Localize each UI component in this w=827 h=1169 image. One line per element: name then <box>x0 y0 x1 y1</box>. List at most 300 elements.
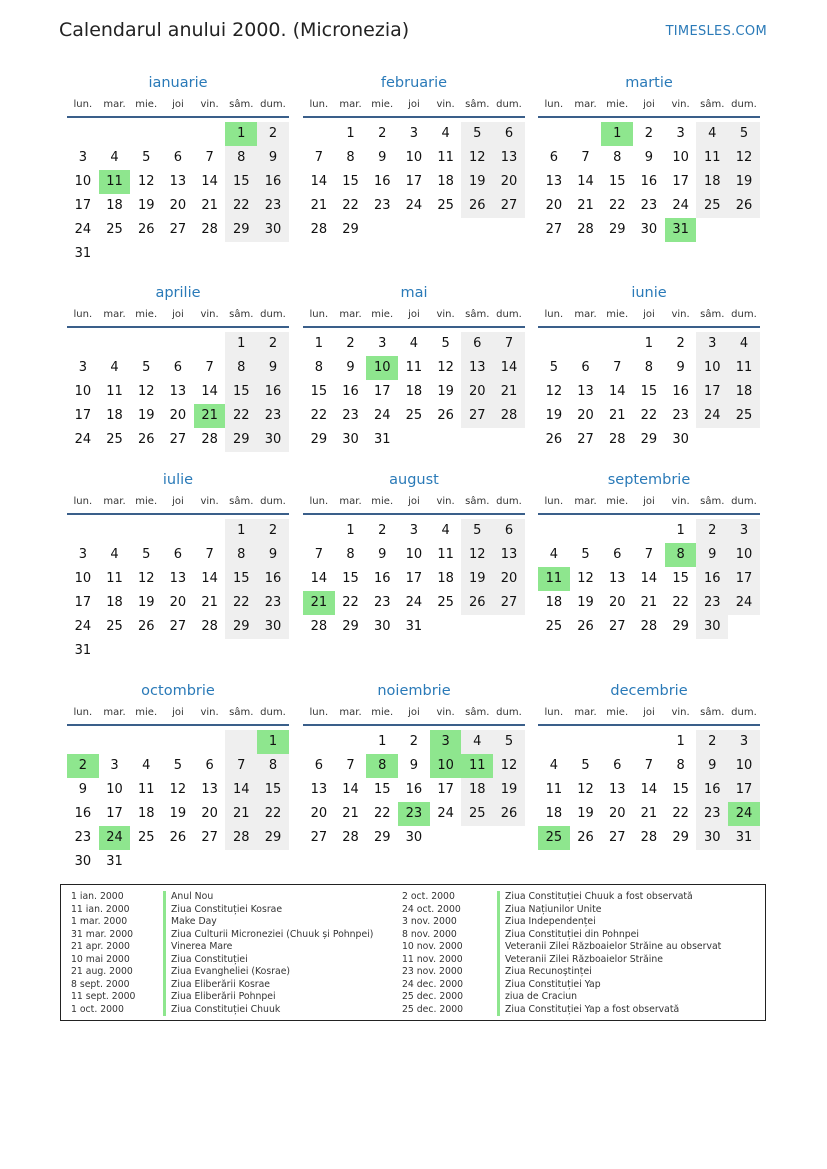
day-cell: 12 <box>545 384 563 399</box>
weekday-header <box>303 495 525 515</box>
weekday-label: joi <box>408 496 420 507</box>
empty-cell <box>225 850 257 874</box>
day-cell: 24 <box>99 826 131 850</box>
empty-cell <box>67 519 99 543</box>
month-ianuarie <box>67 73 289 266</box>
empty-cell <box>130 122 162 146</box>
day-cell: 3 <box>409 126 419 141</box>
weekday-label: lun. <box>544 496 564 507</box>
empty-cell <box>225 730 257 754</box>
day-cell: 26 <box>461 194 493 218</box>
weekday-label: mie. <box>606 99 629 110</box>
day-cell: 21 <box>640 806 658 821</box>
day-cell: 3 <box>409 523 419 538</box>
holiday-list <box>60 884 766 1021</box>
holiday-date: 24 dec. 2000 <box>402 978 464 990</box>
day-cell: 22 <box>672 806 689 821</box>
weekday-header <box>303 706 525 726</box>
day-cell: 31 <box>373 432 391 447</box>
empty-cell <box>194 850 226 874</box>
day-cell: 12 <box>461 146 493 170</box>
empty-cell <box>99 242 131 266</box>
day-cell: 8 <box>225 356 257 380</box>
weekday-label: vin. <box>436 496 455 507</box>
day-cell: 15 <box>373 782 391 797</box>
weekday-label: mie. <box>371 496 394 507</box>
empty-cell <box>99 122 131 146</box>
month-name: martie <box>625 75 673 91</box>
holiday-row <box>71 1004 373 1017</box>
day-cell: 27 <box>169 619 187 634</box>
month-name: august <box>389 472 439 488</box>
day-cell: 28 <box>640 830 658 845</box>
day-cell: 17 <box>437 782 454 797</box>
day-cell: 10 <box>405 150 423 165</box>
holiday-row <box>402 954 721 967</box>
weekday-label: mar. <box>103 309 126 320</box>
day-cell: 21 <box>201 595 218 610</box>
weekday-label: lun. <box>544 707 564 718</box>
day-cell: 25 <box>728 404 760 428</box>
page-title: Calendarul anului 2000. (Micronezia) <box>59 19 410 41</box>
day-cell: 9 <box>257 543 289 567</box>
day-cell: 24 <box>696 404 728 428</box>
empty-cell <box>601 730 633 754</box>
day-cell: 14 <box>493 356 525 380</box>
weekday-label: mar. <box>574 707 597 718</box>
empty-cell <box>696 428 728 452</box>
holiday-row <box>71 979 373 992</box>
day-cell: 22 <box>672 595 689 610</box>
weekday-label: mie. <box>135 309 158 320</box>
empty-cell <box>696 218 728 242</box>
day-cell: 12 <box>169 782 187 797</box>
weekday-label: mar. <box>103 99 126 110</box>
day-cell: 30 <box>640 222 658 237</box>
day-cell: 23 <box>257 591 289 615</box>
day-cell: 18 <box>437 174 454 189</box>
day-cell: 3 <box>430 730 462 754</box>
empty-cell <box>570 730 602 754</box>
day-cell: 25 <box>106 619 123 634</box>
day-cell: 7 <box>205 150 214 165</box>
day-cell: 25 <box>405 408 423 423</box>
empty-cell <box>601 519 633 543</box>
holiday-date: 21 aug. 2000 <box>71 966 133 977</box>
day-cell: 26 <box>437 408 454 423</box>
brand-link[interactable]: TIMESLES.COM <box>665 24 767 39</box>
weekday-header <box>538 706 760 726</box>
holiday-name: Make Day <box>163 916 217 929</box>
holiday-name: Ziua Independenței <box>497 916 596 929</box>
day-cell: 19 <box>461 170 493 194</box>
day-cell: 31 <box>728 826 760 850</box>
weekday-label: joi <box>408 309 420 320</box>
weekday-label: mar. <box>574 309 597 320</box>
day-cell: 30 <box>672 432 689 447</box>
day-cell: 18 <box>728 380 760 404</box>
holiday-date: 8 nov. 2000 <box>402 928 457 940</box>
day-cell: 2 <box>676 336 685 351</box>
day-cell: 2 <box>257 332 289 356</box>
holiday-name: Anul Nou <box>163 891 213 904</box>
day-cell: 3 <box>728 519 760 543</box>
weekday-label: lun. <box>73 99 93 110</box>
day-cell: 24 <box>405 595 423 610</box>
day-cell: 2 <box>409 734 419 749</box>
month-mai <box>303 283 525 452</box>
empty-cell <box>366 218 398 242</box>
holiday-name: Ziua Constituției Yap a fost observată <box>497 1004 679 1017</box>
day-cell: 8 <box>346 150 355 165</box>
day-cell: 25 <box>696 194 728 218</box>
weekday-label: dum. <box>731 496 757 507</box>
day-cell: 21 <box>310 198 328 213</box>
month-name: februarie <box>380 75 448 91</box>
day-cell: 5 <box>728 122 760 146</box>
day-cell: 6 <box>173 150 183 165</box>
holiday-date: 11 ian. 2000 <box>71 903 130 915</box>
weekday-header <box>303 98 525 118</box>
holiday-date: 11 sept. 2000 <box>71 991 136 1002</box>
day-cell: 13 <box>201 782 218 797</box>
day-cell: 17 <box>405 571 423 586</box>
holiday-date: 25 dec. 2000 <box>402 1003 464 1015</box>
empty-cell <box>570 332 602 356</box>
day-cell: 13 <box>493 146 525 170</box>
holiday-row <box>71 954 373 967</box>
day-cell: 7 <box>314 547 323 562</box>
empty-cell <box>162 850 194 874</box>
day-cell: 21 <box>608 408 626 423</box>
empty-cell <box>398 218 430 242</box>
day-cell: 8 <box>257 754 289 778</box>
day-cell: 2 <box>257 122 289 146</box>
day-cell: 26 <box>577 830 594 845</box>
day-cell: 6 <box>493 122 525 146</box>
day-grid <box>67 122 289 266</box>
day-cell: 1 <box>644 336 654 351</box>
weekday-label: vin. <box>200 707 219 718</box>
empty-cell <box>99 519 131 543</box>
day-cell: 28 <box>310 222 328 237</box>
day-cell: 13 <box>169 174 187 189</box>
weekday-label: joi <box>172 707 184 718</box>
day-cell: 31 <box>74 246 92 261</box>
empty-cell <box>162 519 194 543</box>
holiday-row <box>71 991 373 1004</box>
day-cell: 14 <box>201 174 218 189</box>
day-cell: 9 <box>409 758 419 773</box>
day-cell: 29 <box>225 218 257 242</box>
holiday-date: 25 dec. 2000 <box>402 991 464 1002</box>
day-cell: 1 <box>346 126 355 141</box>
day-cell: 7 <box>205 360 214 375</box>
weekday-label: dum. <box>731 309 757 320</box>
day-cell: 22 <box>373 806 391 821</box>
month-name: mai <box>400 285 428 301</box>
day-cell: 13 <box>577 384 594 399</box>
empty-cell <box>257 850 289 874</box>
day-cell: 4 <box>728 332 760 356</box>
weekday-label: mar. <box>103 707 126 718</box>
weekday-label: joi <box>643 309 655 320</box>
day-cell: 29 <box>342 619 359 634</box>
day-cell: 9 <box>378 150 387 165</box>
day-cell: 30 <box>74 854 92 869</box>
month-name: ianuarie <box>148 75 208 91</box>
empty-cell <box>430 615 462 639</box>
day-cell: 18 <box>405 384 423 399</box>
day-cell: 31 <box>74 643 92 658</box>
day-cell: 5 <box>581 758 590 773</box>
day-cell: 30 <box>405 830 423 845</box>
day-cell: 2 <box>696 730 728 754</box>
weekday-label: mar. <box>574 496 597 507</box>
weekday-label: sâm. <box>700 99 725 110</box>
day-cell: 9 <box>676 360 685 375</box>
day-cell: 6 <box>613 758 622 773</box>
day-cell: 3 <box>78 150 87 165</box>
day-cell: 7 <box>644 547 654 562</box>
holiday-date: 24 oct. 2000 <box>402 903 461 915</box>
empty-cell <box>461 615 493 639</box>
day-cell: 12 <box>577 571 594 586</box>
day-cell: 26 <box>461 591 493 615</box>
day-cell: 15 <box>225 170 257 194</box>
day-cell: 20 <box>493 567 525 591</box>
day-cell: 1 <box>225 122 257 146</box>
empty-cell <box>538 122 570 146</box>
day-cell: 10 <box>106 782 123 797</box>
empty-cell <box>162 332 194 356</box>
day-cell: 10 <box>728 543 760 567</box>
holiday-name: ziua de Craciun <box>497 991 577 1004</box>
holiday-column-left <box>71 891 373 1016</box>
day-cell: 11 <box>437 150 454 165</box>
day-cell: 20 <box>577 408 594 423</box>
weekday-label: sâm. <box>229 309 254 320</box>
day-cell: 18 <box>437 571 454 586</box>
holiday-name: Ziua Constituției <box>163 954 248 967</box>
day-cell: 29 <box>310 432 328 447</box>
day-cell: 5 <box>142 360 151 375</box>
day-cell: 16 <box>74 806 92 821</box>
day-cell: 17 <box>74 408 92 423</box>
holiday-name: Veteranii Zilei Războaielor Străine au observat <box>497 941 721 954</box>
day-cell: 11 <box>538 567 570 591</box>
day-cell: 2 <box>644 126 654 141</box>
day-grid <box>303 332 525 452</box>
day-cell: 6 <box>314 758 323 773</box>
empty-cell <box>570 519 602 543</box>
day-cell: 30 <box>696 615 728 639</box>
day-cell: 21 <box>303 591 335 615</box>
day-cell: 6 <box>581 360 590 375</box>
day-cell: 9 <box>257 356 289 380</box>
day-cell: 24 <box>728 591 760 615</box>
holiday-row <box>71 891 373 904</box>
day-cell: 6 <box>461 332 493 356</box>
day-cell: 1 <box>314 336 323 351</box>
empty-cell <box>493 826 525 850</box>
day-cell: 26 <box>137 619 155 634</box>
empty-cell <box>303 122 335 146</box>
day-cell: 30 <box>257 218 289 242</box>
day-cell: 27 <box>577 432 594 447</box>
day-cell: 21 <box>640 595 658 610</box>
weekday-label: dum. <box>496 309 522 320</box>
month-name: septembrie <box>607 472 691 488</box>
holiday-row <box>71 916 373 929</box>
day-cell: 14 <box>310 174 328 189</box>
day-cell: 16 <box>257 380 289 404</box>
day-cell: 17 <box>373 384 391 399</box>
day-cell: 26 <box>137 432 155 447</box>
day-cell: 9 <box>644 150 654 165</box>
day-cell: 18 <box>106 198 123 213</box>
day-cell: 5 <box>549 360 558 375</box>
holiday-row <box>402 891 721 904</box>
day-cell: 13 <box>169 384 187 399</box>
day-cell: 28 <box>201 222 218 237</box>
weekday-label: mie. <box>606 496 629 507</box>
holiday-name: Ziua Constituției Chuuk a fost observată <box>497 891 693 904</box>
holiday-date: 10 mai 2000 <box>71 953 130 965</box>
empty-cell <box>538 519 570 543</box>
day-cell: 20 <box>310 806 328 821</box>
day-cell: 16 <box>342 384 359 399</box>
day-cell: 26 <box>169 830 187 845</box>
day-cell: 15 <box>225 567 257 591</box>
day-cell: 13 <box>493 543 525 567</box>
day-cell: 11 <box>137 782 155 797</box>
empty-cell <box>162 242 194 266</box>
weekday-label: dum. <box>260 496 286 507</box>
day-cell: 31 <box>665 218 697 242</box>
day-cell: 8 <box>613 150 622 165</box>
day-grid <box>538 519 760 639</box>
empty-cell <box>633 519 665 543</box>
day-cell: 14 <box>577 174 594 189</box>
day-cell: 4 <box>549 547 558 562</box>
weekday-label: vin. <box>671 99 690 110</box>
day-cell: 4 <box>696 122 728 146</box>
day-cell: 7 <box>225 754 257 778</box>
day-cell: 22 <box>225 591 257 615</box>
day-cell: 23 <box>257 194 289 218</box>
empty-cell <box>728 218 760 242</box>
day-cell: 3 <box>696 332 728 356</box>
day-cell: 27 <box>608 619 626 634</box>
day-cell: 22 <box>608 198 626 213</box>
day-cell: 29 <box>672 830 689 845</box>
day-cell: 22 <box>225 194 257 218</box>
day-grid <box>67 730 289 874</box>
day-cell: 28 <box>493 404 525 428</box>
day-cell: 14 <box>640 782 658 797</box>
day-cell: 8 <box>225 146 257 170</box>
weekday-label: vin. <box>436 707 455 718</box>
holiday-row <box>402 979 721 992</box>
day-cell: 7 <box>493 332 525 356</box>
holiday-name: Ziua Eliberării Pohnpei <box>163 991 276 1004</box>
day-cell: 19 <box>577 595 594 610</box>
day-cell: 28 <box>608 432 626 447</box>
day-cell: 16 <box>696 778 728 802</box>
day-cell: 2 <box>257 519 289 543</box>
day-grid <box>67 332 289 452</box>
day-cell: 18 <box>545 806 563 821</box>
day-cell: 11 <box>405 360 423 375</box>
month-name: iunie <box>631 285 667 301</box>
holiday-name: Ziua Eliberării Kosrae <box>163 979 270 992</box>
empty-cell <box>194 332 226 356</box>
empty-cell <box>538 332 570 356</box>
day-cell: 13 <box>545 174 563 189</box>
day-cell: 1 <box>225 519 257 543</box>
day-cell: 1 <box>346 523 355 538</box>
day-cell: 22 <box>257 802 289 826</box>
weekday-label: mie. <box>371 99 394 110</box>
day-cell: 1 <box>676 523 685 538</box>
holiday-row <box>402 1004 721 1017</box>
weekday-label: mar. <box>339 496 362 507</box>
day-cell: 18 <box>137 806 155 821</box>
day-cell: 16 <box>640 174 658 189</box>
weekday-label: sâm. <box>700 707 725 718</box>
empty-cell <box>257 242 289 266</box>
weekday-label: mar. <box>339 707 362 718</box>
day-cell: 7 <box>644 758 654 773</box>
day-grid <box>538 332 760 452</box>
day-cell: 8 <box>314 360 323 375</box>
day-grid <box>538 122 760 242</box>
weekday-label: vin. <box>671 309 690 320</box>
month-august <box>303 470 525 639</box>
month-martie <box>538 73 760 242</box>
empty-cell <box>67 730 99 754</box>
day-cell: 19 <box>461 567 493 591</box>
holiday-date: 8 sept. 2000 <box>71 978 130 990</box>
empty-cell <box>493 218 525 242</box>
day-cell: 24 <box>74 432 92 447</box>
day-cell: 24 <box>74 222 92 237</box>
day-cell: 23 <box>640 198 658 213</box>
day-cell: 6 <box>205 758 214 773</box>
day-cell: 4 <box>409 336 419 351</box>
holiday-date: 31 mar. 2000 <box>71 928 134 940</box>
day-cell: 20 <box>608 595 626 610</box>
weekday-label: lun. <box>73 496 93 507</box>
weekday-label: sâm. <box>229 707 254 718</box>
day-cell: 20 <box>201 806 218 821</box>
day-cell: 15 <box>672 571 689 586</box>
day-cell: 10 <box>672 150 689 165</box>
month-februarie <box>303 73 525 242</box>
empty-cell <box>194 122 226 146</box>
weekday-label: joi <box>643 707 655 718</box>
day-cell: 27 <box>608 830 626 845</box>
holiday-name: Ziua Culturii Microneziei (Chuuk și Pohnpei) <box>163 929 373 942</box>
holiday-date: 3 nov. 2000 <box>402 916 457 927</box>
day-cell: 21 <box>493 380 525 404</box>
day-cell: 19 <box>545 408 563 423</box>
weekday-label: sâm. <box>465 99 490 110</box>
day-cell: 14 <box>225 778 257 802</box>
month-name: decembrie <box>610 683 688 699</box>
day-cell: 5 <box>461 519 493 543</box>
